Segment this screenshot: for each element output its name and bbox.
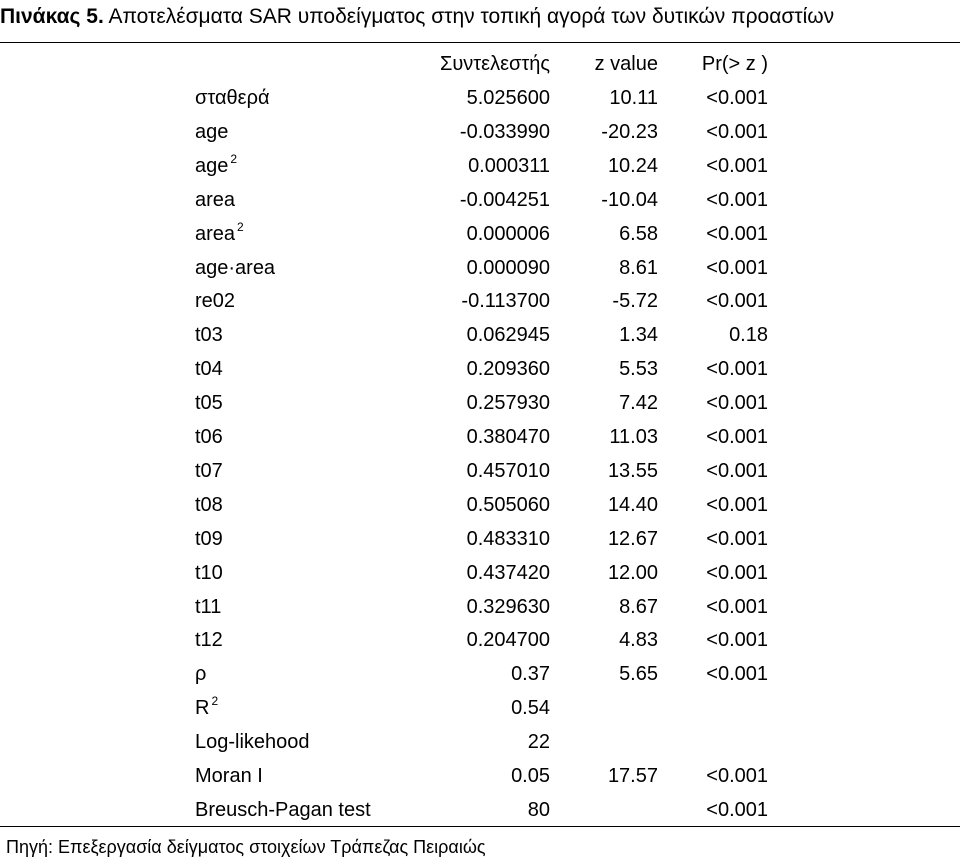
row-variable-name	[195, 183, 235, 217]
row-variable-label: t05	[195, 392, 223, 415]
row-z-value: 7.42	[619, 392, 658, 415]
row-variable-superscript: 2	[211, 694, 219, 709]
row-coefficient: 0.204700	[466, 629, 550, 652]
row-p-value: <0.001	[706, 87, 768, 109]
row-variable-name	[195, 725, 310, 759]
table-row	[0, 454, 960, 488]
row-coefficient: 5.025600	[466, 87, 550, 109]
row-z-value: 14.40	[607, 493, 658, 516]
row-p-value: <0.001	[706, 459, 768, 482]
row-variable-label: t03	[195, 324, 223, 347]
row-coefficient: 0.437420	[466, 561, 550, 584]
row-coefficient: 0.000311	[468, 154, 550, 177]
table-row	[0, 251, 960, 285]
row-z-value: -5.72	[612, 290, 658, 313]
row-z-value: 5.53	[619, 358, 658, 381]
table-row	[0, 759, 960, 793]
table-row	[0, 623, 960, 657]
table-row	[0, 318, 960, 352]
row-variable-name	[195, 488, 223, 522]
row-p-value: <0.001	[706, 358, 768, 381]
row-variable-label: t10	[195, 561, 223, 584]
row-coefficient: -0.004251	[459, 188, 550, 211]
row-variable-label: t11	[195, 595, 222, 618]
row-variable-label: t08	[195, 493, 223, 516]
row-p-value: <0.001	[706, 595, 768, 618]
table-row	[0, 488, 960, 522]
row-z-value: 5.65	[619, 663, 658, 686]
table-title	[0, 4, 960, 30]
row-coefficient: 0.000006	[466, 222, 550, 245]
row-variable-name	[195, 115, 228, 149]
row-variable-name	[195, 556, 223, 590]
row-z-value: -20.23	[601, 120, 658, 143]
row-z-value: 12.67	[607, 527, 658, 550]
row-p-value: <0.001	[706, 222, 768, 245]
row-coefficient: -0.033990	[459, 120, 550, 143]
row-p-value: <0.001	[706, 663, 768, 686]
row-z-value: 17.57	[607, 765, 658, 787]
row-variable-name	[195, 251, 275, 285]
row-coefficient: 0.483310	[466, 527, 550, 550]
row-variable-name	[195, 318, 223, 352]
row-coefficient: 0.380470	[466, 426, 550, 448]
row-coefficient: 80	[527, 798, 550, 821]
row-variable-superscript: 2	[230, 151, 238, 166]
header-p-value: Pr(> z )	[701, 53, 768, 75]
row-coefficient: 0.329630	[466, 595, 550, 618]
row-coefficient: 0.209360	[466, 358, 550, 381]
row-variable-label: t04	[195, 358, 223, 381]
table-row	[0, 590, 960, 624]
row-z-value: 10.11	[609, 87, 658, 109]
row-p-value: <0.001	[706, 527, 768, 550]
row-coefficient: 22	[527, 731, 550, 754]
row-variable-name	[195, 590, 221, 624]
row-z-value: 4.83	[619, 629, 658, 652]
table-row	[0, 81, 960, 115]
table-title-label: Πινάκας 5.	[0, 5, 104, 28]
row-variable-name	[195, 759, 263, 793]
row-variable-label: R	[195, 697, 210, 720]
table-row	[0, 284, 960, 318]
row-variable-name	[195, 657, 206, 691]
header-coefficient: Συντελεστής	[439, 53, 550, 75]
row-variable-label: t12	[195, 629, 223, 652]
row-coefficient: 0.000090	[466, 256, 550, 279]
row-coefficient: 0.37	[511, 663, 550, 686]
row-variable-name	[195, 793, 371, 827]
row-z-value: 6.58	[619, 222, 658, 245]
row-variable-label: Breusch-Pagan test	[195, 798, 371, 821]
header-z-value: z value	[594, 53, 658, 75]
table-row	[0, 420, 960, 454]
row-variable-name	[195, 284, 235, 318]
row-p-value: <0.001	[706, 629, 768, 652]
row-variable-name	[195, 691, 218, 727]
row-z-value: 11.03	[609, 426, 658, 448]
row-variable-label: re02	[195, 290, 236, 313]
table-row	[0, 657, 960, 691]
top-rule	[0, 42, 960, 43]
table-row	[0, 522, 960, 556]
table-row	[0, 352, 960, 386]
row-z-value: 8.67	[619, 595, 658, 618]
source-note: Πηγή: Επεξεργασία δείγματος στοιχείων Τράπεζας Πειραιώς	[6, 837, 486, 857]
row-variable-label: Log-likehood	[195, 731, 310, 754]
table-header	[0, 47, 960, 81]
row-variable-name	[195, 149, 237, 185]
table-row	[0, 691, 960, 725]
row-variable-name	[195, 217, 244, 253]
row-variable-label: age·area	[195, 256, 276, 279]
row-z-value: 12.00	[607, 561, 658, 584]
row-p-value: <0.001	[706, 120, 768, 143]
row-coefficient: 0.505060	[466, 493, 550, 516]
row-p-value: <0.001	[706, 154, 768, 177]
row-z-value: 8.61	[619, 256, 658, 279]
row-z-value: 13.55	[607, 459, 658, 482]
table-row	[0, 556, 960, 590]
row-variable-label: area	[195, 222, 236, 245]
table-row	[0, 217, 960, 251]
row-p-value: <0.001	[706, 188, 768, 211]
row-variable-label: area	[195, 188, 236, 211]
row-variable-label: age	[195, 154, 229, 177]
row-coefficient: 0.457010	[466, 459, 550, 482]
table-row	[0, 183, 960, 217]
row-variable-label: t06	[195, 426, 223, 448]
row-variable-name	[195, 522, 223, 556]
bottom-rule	[0, 826, 960, 827]
table-row	[0, 793, 960, 827]
row-variable-label: Moran I	[195, 765, 263, 787]
row-variable-label: σταθερά	[195, 87, 270, 109]
table-row	[0, 149, 960, 183]
row-variable-name	[195, 386, 223, 420]
row-variable-label: age	[195, 120, 229, 143]
row-variable-name	[195, 420, 223, 454]
row-p-value: <0.001	[706, 290, 768, 313]
row-p-value: 0.18	[729, 324, 768, 347]
row-coefficient: 0.05	[511, 765, 550, 787]
row-p-value: <0.001	[706, 493, 768, 516]
row-variable-name	[195, 81, 270, 115]
row-variable-label: t09	[195, 527, 223, 550]
row-z-value: 10.24	[607, 154, 658, 177]
row-z-value: -10.04	[601, 188, 658, 211]
table-row	[0, 725, 960, 759]
row-p-value: <0.001	[706, 561, 768, 584]
table-row	[0, 115, 960, 149]
row-p-value: <0.001	[706, 256, 768, 279]
row-p-value: <0.001	[706, 798, 768, 821]
row-variable-label: ρ	[195, 663, 207, 686]
row-variable-superscript: 2	[237, 219, 244, 234]
row-z-value: 1.34	[619, 324, 658, 347]
row-coefficient: 0.257930	[466, 392, 550, 415]
row-p-value: <0.001	[706, 426, 768, 448]
table-row	[0, 386, 960, 420]
row-coefficient: -0.113700	[461, 290, 550, 313]
row-coefficient: 0.54	[511, 697, 550, 720]
row-variable-name	[195, 352, 223, 386]
row-variable-label: t07	[195, 459, 223, 482]
row-coefficient: 0.062945	[466, 324, 550, 347]
row-variable-name	[195, 454, 223, 488]
row-p-value: <0.001	[706, 765, 768, 787]
table-title-text: Αποτελέσματα SAR υποδείγματος στην τοπική αγορά των δυτικών προαστίων	[108, 5, 835, 28]
row-p-value: <0.001	[706, 392, 768, 415]
row-variable-name	[195, 623, 223, 657]
